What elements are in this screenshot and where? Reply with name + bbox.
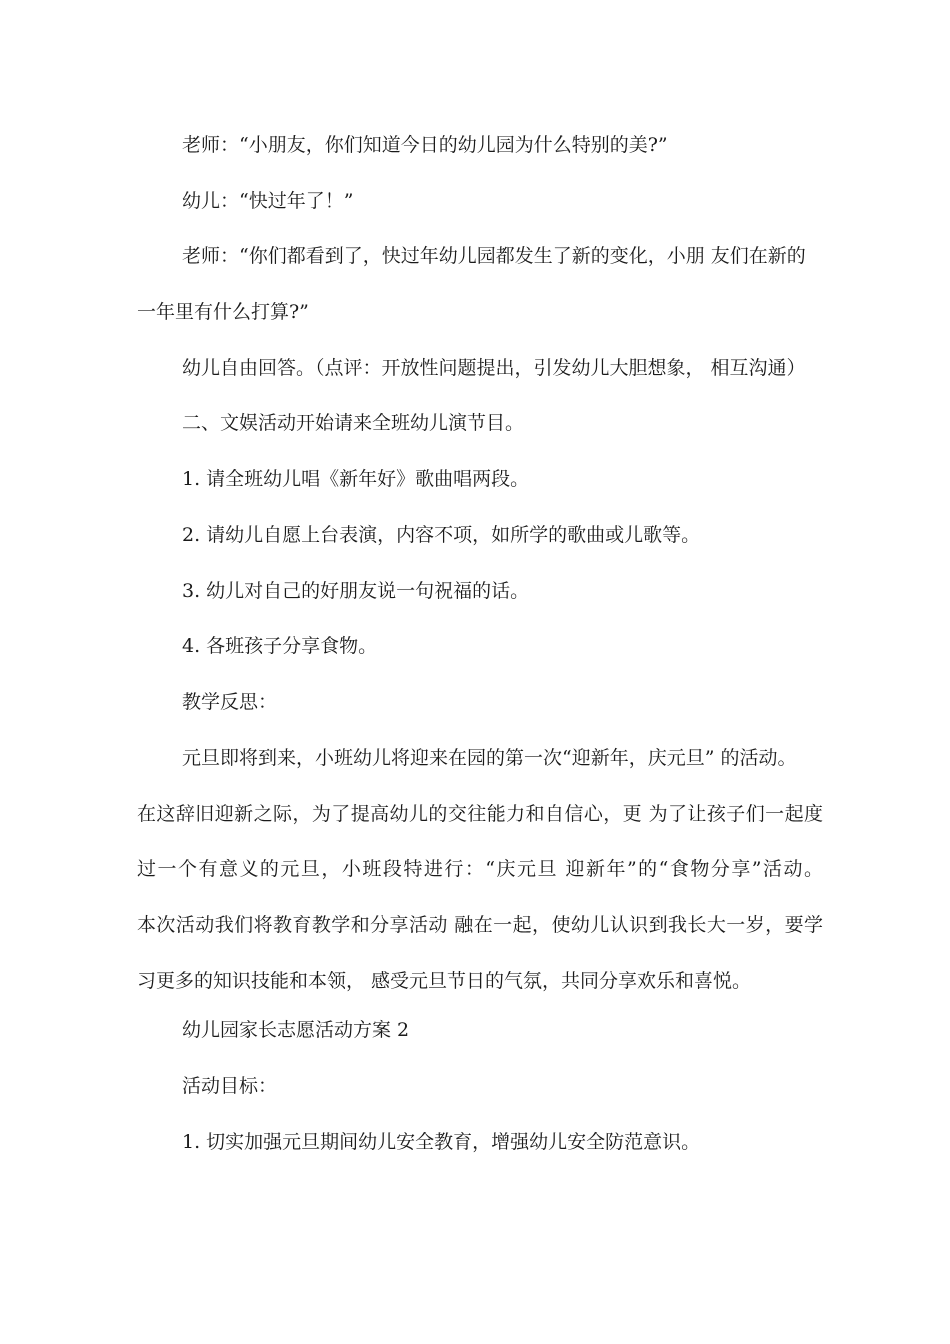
list-item: 1. 请全班幼儿唱《新年好》歌曲唱两段。 <box>182 468 530 490</box>
reflection-paragraph-line: 本次活动我们将教育教学和分享活动 融在一起，使幼儿认识到我长大一岁，要学 <box>137 914 823 936</box>
activity-goals-heading: 活动目标： <box>182 1075 278 1097</box>
section-heading-entertainment: 二、文娱活动开始请来全班幼儿演节目。 <box>182 412 525 434</box>
reflection-paragraph-line: 习更多的知识技能和本领， 感受元旦节日的气氛，共同分享欢乐和喜悦。 <box>137 970 752 992</box>
list-item: 3. 幼儿对自己的好朋友说一句祝福的话。 <box>182 580 530 602</box>
free-answer-comment: 幼儿自由回答。（点评：开放性问题提出，引发幼儿大胆想象， 相互沟通） <box>182 357 806 379</box>
teaching-reflection-heading: 教学反思： <box>182 691 278 713</box>
plan-title: 幼儿园家长志愿活动方案 2 <box>182 1019 410 1041</box>
dialogue-teacher-question: 老师：“小朋友，你们知道今日的幼儿园为什么特别的美?” <box>182 134 668 156</box>
reflection-paragraph-line: 在这辞旧迎新之际，为了提高幼儿的交往能力和自信心，更 为了让孩子们一起度 <box>137 803 823 825</box>
dialogue-child-answer: 幼儿：“快过年了！” <box>182 190 354 212</box>
reflection-paragraph-line: 元旦即将到来，小班幼儿将迎来在园的第一次“迎新年，庆元旦” 的活动。 <box>182 747 797 769</box>
dialogue-teacher-followup-cont: 一年里有什么打算?” <box>137 301 309 323</box>
list-item: 1. 切实加强元旦期间幼儿安全教育，增强幼儿安全防范意识。 <box>182 1131 701 1153</box>
list-item: 4. 各班孩子分享食物。 <box>182 635 378 657</box>
dialogue-teacher-followup: 老师：“你们都看到了，快过年幼儿园都发生了新的变化，小朋 友们在新的 <box>182 245 806 267</box>
list-item: 2. 请幼儿自愿上台表演，内容不项，如所学的歌曲或儿歌等。 <box>182 524 701 546</box>
reflection-paragraph-line: 过一个有意义的元旦，小班段特进行：“庆元旦 迎新年”的“食物分享”活动。 <box>137 858 823 880</box>
